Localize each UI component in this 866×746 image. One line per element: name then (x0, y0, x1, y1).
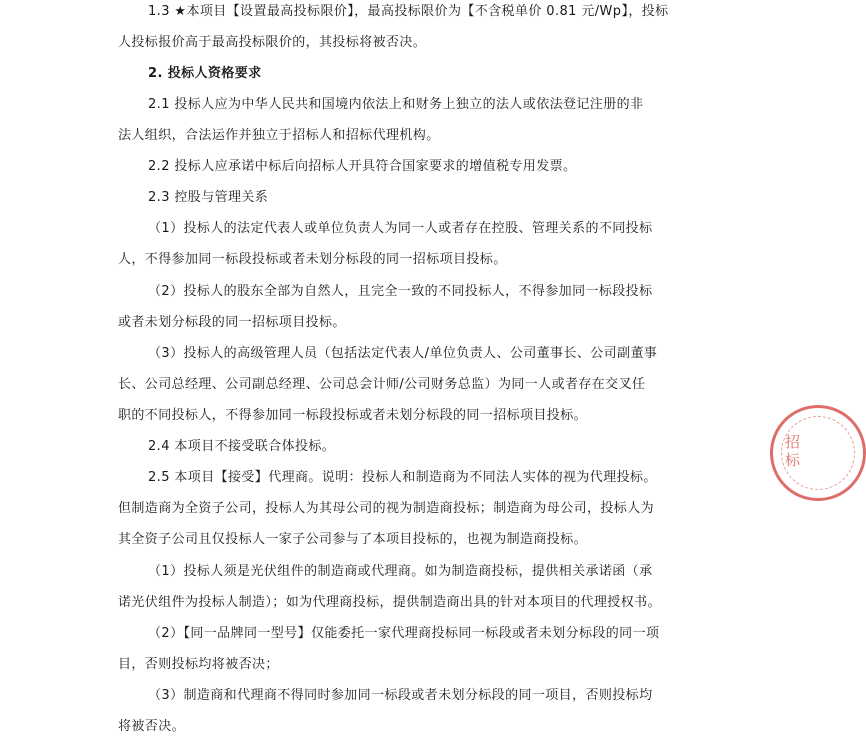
text-line: 但制造商为全资子公司，投标人为其母公司的视为制造商投标；制造商为母公司，投标人为 (118, 501, 655, 516)
text-line: 或者未划分标段的同一招标项目投标。 (118, 315, 346, 330)
text-line: 人投标报价高于最高投标限价的，其投标将被否决。 (118, 35, 427, 50)
text-line: 长、公司总经理、公司副总经理、公司总会计师/公司财务总监）为同一人或者存在交叉任 (118, 377, 646, 392)
text-line: （2）投标人的股东全部为自然人，且完全一致的不同投标人，不得参加同一标段投标 (148, 284, 653, 299)
text-line: 职的不同投标人，不得参加同一标段投标或者未划分标段的同一招标项目投标。 (118, 408, 588, 423)
text-line: （1）投标人须是光伏组件的制造商或代理商。如为制造商投标，提供相关承诺函（承 (148, 564, 653, 579)
text-line: 诺光伏组件为投标人制造）；如为代理商投标，提供制造商出具的针对本项目的代理授权书。 (118, 595, 661, 610)
text-line: 2.5 本项目【接受】代理商。说明：投标人和制造商为不同法人实体的视为代理投标。 (148, 470, 657, 485)
text-line: （3）制造商和代理商不得同时参加同一标段或者未划分标段的同一项目，否则投标均 (148, 688, 653, 703)
text-line: （3）投标人的高级管理人员（包括法定代表人/单位负责人、公司董事长、公司副董事 (148, 346, 658, 361)
text-line: 其全资子公司且仅投标人一家子公司参与了本项目投标的，也视为制造商投标。 (118, 532, 588, 547)
text-line: （2）【同一品牌同一型号】仅能委托一家代理商投标同一标段或者未划分标段的同一项 (148, 626, 660, 641)
text-line: （1）投标人的法定代表人或单位负责人为同一人或者存在控股、管理关系的不同投标 (148, 221, 653, 236)
text-line: 2.4 本项目不接受联合体投标。 (148, 439, 336, 454)
text-line: 1.3 ★本项目【设置最高投标限价】，最高投标限价为【不含税单价 0.81 元/Wp】，投标 (148, 4, 669, 19)
seal-stamp (770, 405, 866, 501)
seal-lettering: 招标 (783, 434, 801, 470)
text-line: 人，不得参加同一标段投标或者未划分标段的同一招标项目投标。 (118, 252, 507, 267)
text-line: 目，否则投标均将被否决； (118, 657, 279, 672)
text-line: 2.1 投标人应为中华人民共和国境内依法上和财务上独立的法人或依法登记注册的非 (148, 97, 644, 112)
section-heading: 2. 投标人资格要求 (148, 66, 262, 81)
text-line: 2.2 投标人应承诺中标后向招标人开具符合国家要求的增值税专用发票。 (148, 159, 577, 174)
text-line: 将被否决。 (118, 719, 186, 734)
text-line: 法人组织，合法运作并独立于招标人和招标代理机构。 (118, 128, 440, 143)
subsection-heading: 2.3 控股与管理关系 (148, 190, 269, 205)
